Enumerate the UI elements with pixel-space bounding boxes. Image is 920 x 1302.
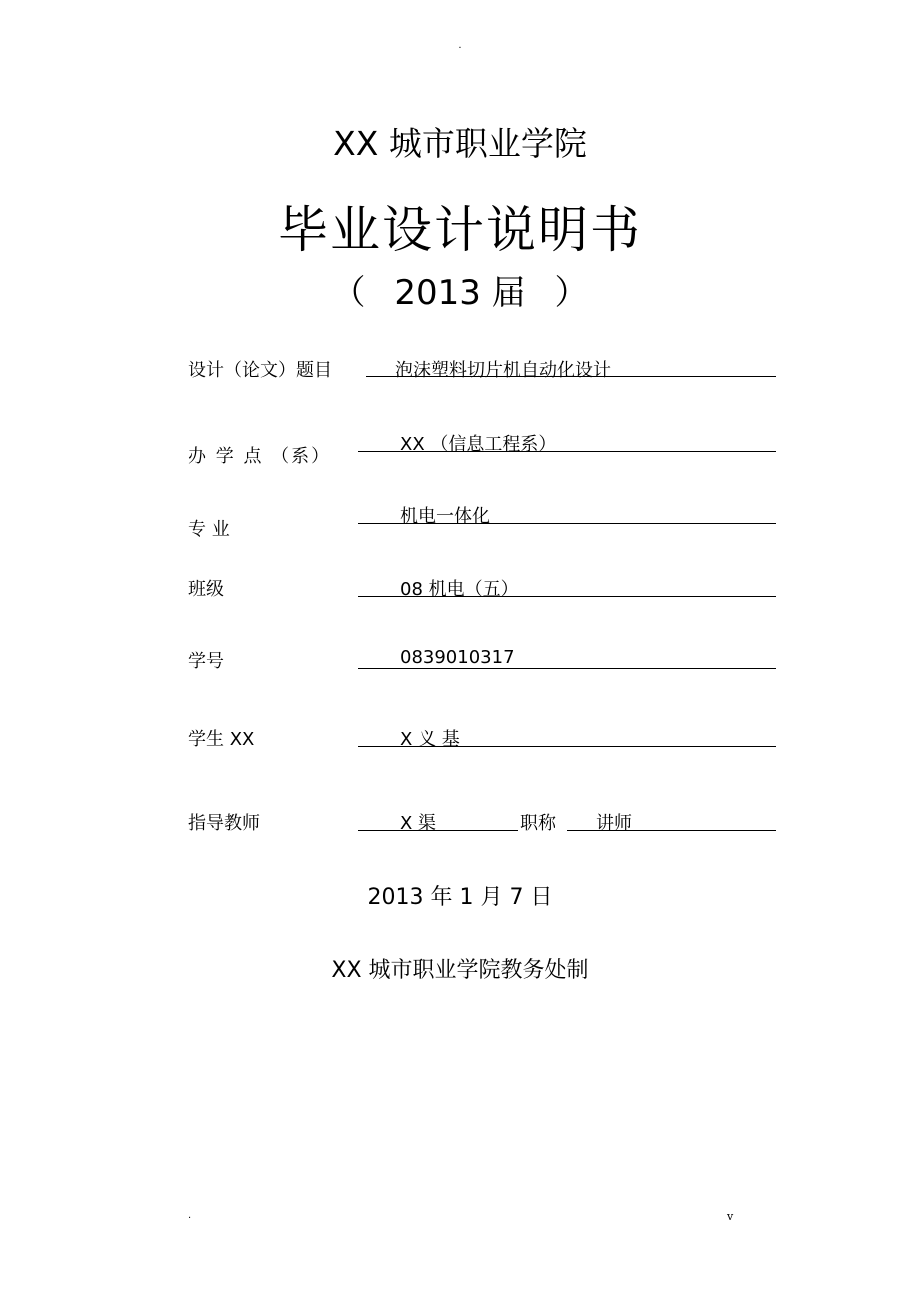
header-dot: .: [458, 40, 462, 51]
issuing-office: XX 城市职业学院教务处制: [331, 958, 589, 983]
student-label: 学生 XX: [188, 729, 255, 750]
advisor-label: 指导教师: [188, 813, 260, 834]
year-close-paren: ）: [554, 273, 589, 313]
topic-value: 泡沫塑料切片机自动化设计: [395, 360, 611, 381]
school-value: XX （信息工程系）: [400, 434, 557, 455]
footer-right-mark: v: [727, 1210, 734, 1223]
year-value: 2013 届: [394, 273, 526, 313]
student-id-value: 0839010317: [400, 647, 515, 668]
major-value: 机电一体化: [400, 506, 490, 527]
major-label: 专 业: [188, 519, 230, 540]
student-value: X 义 基: [400, 729, 460, 750]
issue-date: 2013 年 1 月 7 日: [367, 885, 553, 910]
class-label: 班级: [188, 579, 224, 600]
student-id-underline: [358, 668, 776, 669]
advisor-title-value: 讲师: [596, 813, 632, 834]
advisor-underline: [358, 830, 518, 831]
advisor-title-label: 职称: [520, 813, 556, 834]
footer-left-mark: .: [188, 1210, 192, 1221]
college-name: XX 城市职业学院: [333, 124, 587, 163]
document-title: 毕业设计说明书: [278, 201, 642, 259]
school-label: 办 学 点 （系）: [188, 446, 332, 467]
topic-label: 设计（论文）题目: [188, 360, 332, 381]
graduation-year: [0, 265, 920, 314]
class-value: 08 机电（五）: [400, 579, 519, 600]
advisor-value: X 渠: [400, 813, 437, 834]
year-open-paren: （: [331, 273, 366, 313]
student-id-label: 学号: [188, 651, 224, 672]
